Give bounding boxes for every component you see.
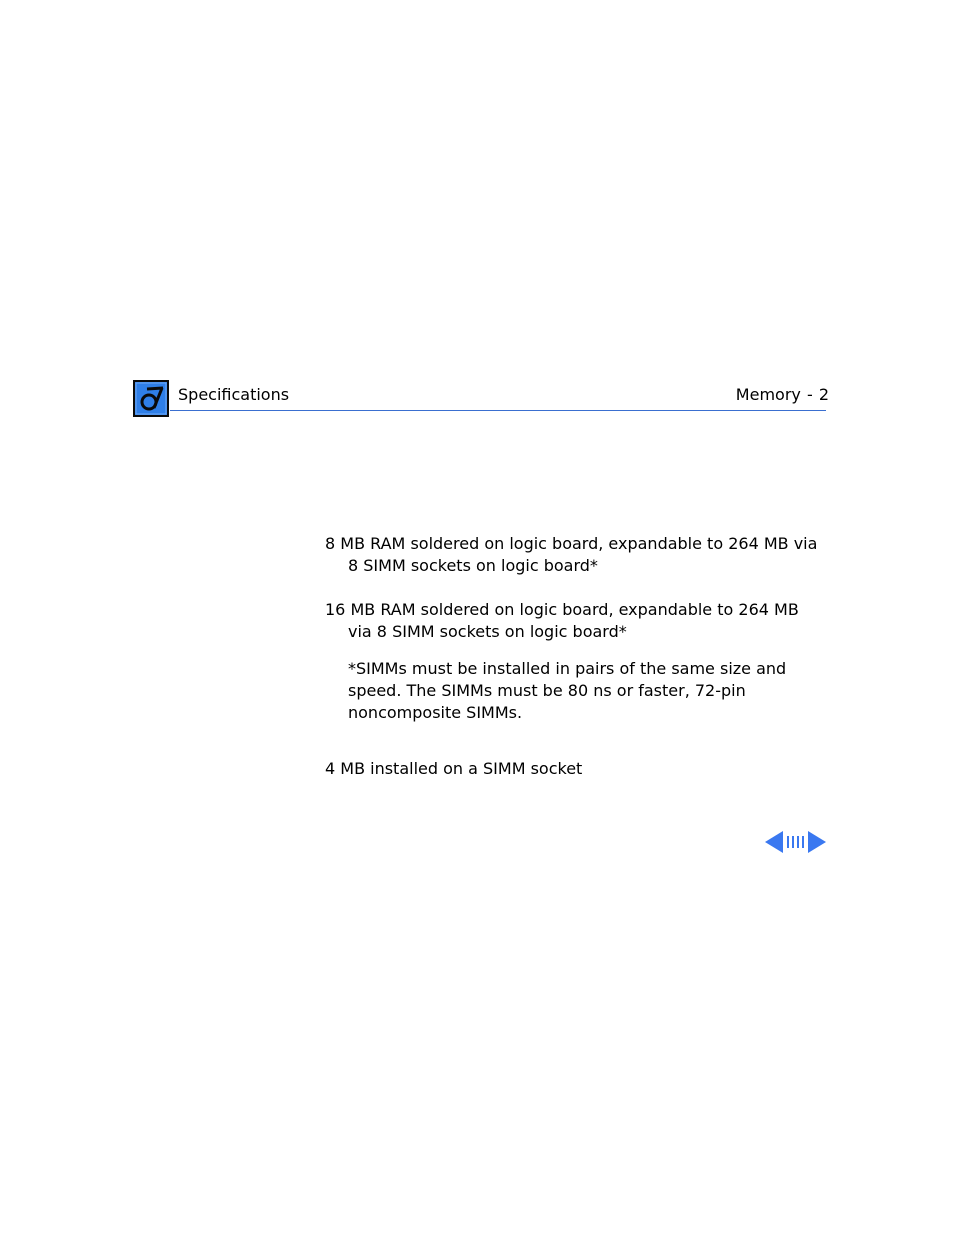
- ram-option-16mb: 16 MB RAM soldered on logic board, expandable to 264 MB via 8 SIMM sockets on logic board*: [325, 600, 799, 641]
- section-title: Specifications: [178, 385, 290, 404]
- simm-installed-item: 4 MB installed on a SIMM socket: [325, 759, 583, 778]
- simm-note: *SIMMs must be installed in pairs of the same size and speed. The SIMMs must be 80 ns or faster, 72-pin noncomposite SIMMs.: [348, 659, 787, 722]
- header-rule: [170, 410, 826, 411]
- page-label: Memory - 2: [735, 385, 829, 404]
- page-header: [133, 380, 827, 418]
- toolbox-icon: [133, 380, 170, 418]
- arrow-right-icon[interactable]: [807, 830, 827, 854]
- index-icon[interactable]: [786, 830, 805, 854]
- page-navigation: [764, 830, 826, 854]
- ram-option-8mb: 8 MB RAM soldered on logic board, expandable to 264 MB via 8 SIMM sockets on logic board*: [325, 534, 818, 575]
- arrow-left-icon[interactable]: [764, 830, 784, 854]
- memory-specs: [325, 533, 825, 724]
